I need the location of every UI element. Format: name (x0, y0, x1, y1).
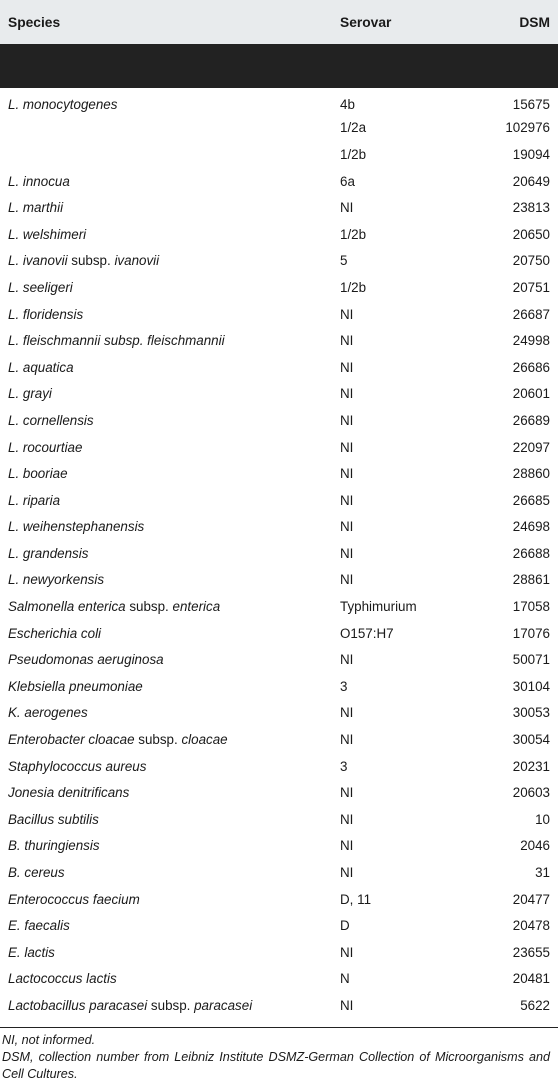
cell-species (0, 700, 340, 727)
table-row (0, 939, 558, 966)
species-name-part: cloacae (181, 732, 228, 748)
cell-species (0, 274, 340, 301)
cell-serovar: NI (340, 519, 354, 535)
table-row (0, 460, 558, 487)
cell-dsm: 20477 (512, 891, 550, 907)
cell-dsm: 20231 (512, 758, 550, 774)
cell-serovar: 5 (340, 253, 348, 269)
cell-serovar: NI (340, 466, 354, 482)
table-row (0, 966, 558, 993)
species-name-part: subsp. (147, 997, 195, 1013)
cell-serovar: NI (340, 333, 354, 349)
table-row (0, 886, 558, 913)
species-name-part: L. innocua (8, 173, 70, 189)
species-name-part: L. grandensis (8, 545, 89, 561)
cell-serovar: 4b (340, 96, 355, 112)
cell-serovar: NI (340, 492, 354, 508)
table-body (0, 88, 558, 1019)
cell-dsm: 30053 (512, 705, 550, 721)
cell-dsm: 15675 (512, 96, 550, 112)
cell-serovar: 3 (340, 678, 348, 694)
table-row (0, 407, 558, 434)
cell-dsm: 28861 (512, 572, 550, 588)
cell-species (0, 939, 340, 966)
header-dsm: DSM (519, 14, 550, 30)
cell-dsm: 26686 (512, 359, 550, 375)
table-row (0, 221, 558, 248)
table-row (0, 354, 558, 381)
cell-species (0, 141, 340, 168)
species-name-part: subsp. (67, 253, 115, 269)
cell-species (0, 327, 340, 354)
species-name-part: Lactobacillus paracasei (8, 997, 148, 1013)
species-name-part: K. aerogenes (8, 705, 88, 721)
cell-serovar: N (340, 971, 350, 987)
cell-species (0, 567, 340, 594)
cell-serovar: O157:H7 (340, 625, 394, 641)
cell-species (0, 487, 340, 514)
species-name-part: L. welshimeri (8, 226, 87, 242)
cell-dsm: 26689 (512, 412, 550, 428)
cell-species (0, 833, 340, 860)
cell-serovar: NI (340, 412, 354, 428)
table-row (0, 540, 558, 567)
cell-dsm: 20603 (512, 785, 550, 801)
table-row (0, 620, 558, 647)
cell-species (0, 779, 340, 806)
cell-serovar: 1/2b (340, 146, 367, 162)
cell-species (0, 859, 340, 886)
cell-serovar: NI (340, 944, 354, 960)
cell-serovar: D, 11 (340, 891, 372, 907)
cell-species (0, 593, 340, 620)
table-row (0, 168, 558, 195)
table-row (0, 673, 558, 700)
species-name-part: L. grayi (8, 386, 52, 402)
cell-serovar: NI (340, 386, 354, 402)
cell-species (0, 646, 340, 673)
species-name-part: L. riparia (8, 492, 61, 508)
cell-dsm: 30104 (512, 678, 550, 694)
cell-species (0, 115, 340, 142)
footnote-ni: NI, not informed. (2, 1032, 96, 1047)
species-name-part: L. monocytogenes (8, 96, 118, 112)
cell-dsm: 2046 (520, 838, 550, 854)
cell-dsm: 20481 (512, 971, 550, 987)
cell-serovar: NI (340, 200, 354, 216)
species-name-part: subsp. (125, 599, 173, 615)
species-name-part: enterica (172, 599, 221, 615)
table-row (0, 806, 558, 833)
species-name-part: Pseudomonas aeruginosa (8, 652, 164, 668)
cell-dsm: 26685 (512, 492, 550, 508)
cell-serovar: 1/2a (340, 120, 367, 136)
cell-species (0, 886, 340, 913)
cell-dsm: 31 (535, 865, 550, 881)
cell-serovar: NI (340, 811, 354, 827)
species-name-part: B. cereus (8, 865, 65, 881)
species-name-part: L. cornellensis (8, 412, 94, 428)
species-name-part: subsp. (134, 732, 182, 748)
species-name-part: Escherichia coli (8, 625, 102, 641)
cell-species (0, 221, 340, 248)
cell-species (0, 806, 340, 833)
species-name-part: L. marthii (8, 200, 64, 216)
cell-dsm: 30054 (512, 732, 550, 748)
table-row (0, 487, 558, 514)
header-species: Species (8, 14, 61, 30)
cell-serovar: 6a (340, 173, 355, 189)
table-row (0, 567, 558, 594)
species-name-part: E. faecalis (8, 918, 70, 934)
cell-serovar: NI (340, 306, 354, 322)
cell-species (0, 514, 340, 541)
cell-serovar: 1/2b (340, 279, 367, 295)
table-row (0, 593, 558, 620)
cell-serovar: 1/2b (340, 226, 367, 242)
cell-serovar: D (340, 918, 350, 934)
cell-species (0, 540, 340, 567)
footnote-dsm: DSM, collection number from Leibniz Institute DSMZ-German Collection of Microorganisms and Cell Cultures. (2, 1049, 550, 1081)
cell-serovar: NI (340, 572, 354, 588)
cell-serovar: NI (340, 705, 354, 721)
cell-serovar: NI (340, 359, 354, 375)
species-name-part: L. fleischmannii subsp. fleischmannii (8, 333, 225, 349)
table-header (0, 0, 558, 88)
species-name-part: Lactococcus lactis (8, 971, 117, 987)
cell-species (0, 248, 340, 275)
species-name-part: E. lactis (8, 944, 55, 960)
cell-serovar: NI (340, 785, 354, 801)
cell-species (0, 966, 340, 993)
cell-dsm: 17058 (512, 599, 550, 615)
table-row (0, 753, 558, 780)
table-row (0, 274, 558, 301)
table-row (0, 381, 558, 408)
cell-dsm: 24698 (512, 519, 550, 535)
cell-dsm: 20649 (512, 173, 550, 189)
cell-species (0, 753, 340, 780)
species-name-part: L. ivanovii (8, 253, 68, 269)
species-name-part: paracasei (194, 997, 253, 1013)
species-name-part: B. thuringiensis (8, 838, 100, 854)
cell-serovar: 3 (340, 758, 348, 774)
cell-species (0, 194, 340, 221)
cell-species (0, 726, 340, 753)
cell-serovar: NI (340, 439, 354, 455)
table-row (0, 859, 558, 886)
species-name-part: L. weihenstephanensis (8, 519, 145, 535)
cell-species (0, 912, 340, 939)
table-row (0, 88, 558, 115)
table-footnotes (0, 1028, 558, 1083)
cell-dsm: 26688 (512, 545, 550, 561)
cell-species (0, 620, 340, 647)
cell-dsm: 20650 (512, 226, 550, 242)
cell-serovar: Typhimurium (340, 599, 417, 615)
table-row (0, 833, 558, 860)
cell-serovar: NI (340, 732, 354, 748)
table-row (0, 434, 558, 461)
species-name-part: Salmonella enterica (8, 599, 126, 615)
table-row (0, 912, 558, 939)
table-row (0, 141, 558, 168)
cell-species (0, 460, 340, 487)
cell-dsm: 23813 (512, 200, 550, 216)
cell-species (0, 301, 340, 328)
cell-serovar: NI (340, 652, 354, 668)
header-serovar: Serovar (340, 14, 392, 30)
table-row (0, 327, 558, 354)
cell-dsm: 28860 (512, 466, 550, 482)
cell-species (0, 88, 340, 115)
cell-species (0, 673, 340, 700)
species-name-part: L. aquatica (8, 359, 74, 375)
table-row (0, 514, 558, 541)
cell-species (0, 354, 340, 381)
table-row (0, 700, 558, 727)
species-name-part: Enterobacter cloacae (8, 732, 135, 748)
species-name-part: ivanovii (114, 253, 160, 269)
species-name-part: L. newyorkensis (8, 572, 105, 588)
table-row (0, 726, 558, 753)
species-name-part: Klebsiella pneumoniae (8, 678, 143, 694)
cell-serovar: NI (340, 838, 354, 854)
cell-dsm: 20750 (512, 253, 550, 269)
cell-species (0, 381, 340, 408)
species-name-part: Bacillus subtilis (8, 811, 99, 827)
cell-dsm: 22097 (512, 439, 550, 455)
table-row (0, 115, 558, 142)
cell-dsm: 26687 (512, 306, 550, 322)
cell-dsm: 20601 (512, 386, 550, 402)
header-row (0, 0, 558, 44)
cell-species (0, 434, 340, 461)
species-name-part: L. booriae (8, 466, 68, 482)
table-row (0, 779, 558, 806)
cell-dsm: 50071 (512, 652, 550, 668)
species-name-part: Enterococcus faecium (8, 891, 140, 907)
cell-species (0, 407, 340, 434)
cell-dsm: 10 (535, 811, 550, 827)
cell-serovar: NI (340, 997, 354, 1013)
table-row (0, 646, 558, 673)
table-row (0, 194, 558, 221)
header-rule (0, 44, 558, 88)
cell-dsm: 24998 (512, 333, 550, 349)
cell-serovar: NI (340, 545, 354, 561)
species-name-part: L. rocourtiae (8, 439, 83, 455)
table-row (0, 248, 558, 275)
table-row (0, 992, 558, 1019)
cell-dsm: 102976 (505, 120, 550, 136)
cell-dsm: 19094 (512, 146, 550, 162)
cell-dsm: 5622 (520, 997, 550, 1013)
cell-serovar: NI (340, 865, 354, 881)
cell-dsm: 23655 (512, 944, 550, 960)
cell-species (0, 168, 340, 195)
table-row (0, 301, 558, 328)
species-name-part: Jonesia denitrificans (8, 785, 130, 801)
species-name-part: L. seeligeri (8, 279, 73, 295)
cell-species (0, 992, 340, 1019)
species-name-part: Staphylococcus aureus (8, 758, 147, 774)
cell-dsm: 20478 (512, 918, 550, 934)
species-name-part: L. floridensis (8, 306, 84, 322)
cell-dsm: 17076 (512, 625, 550, 641)
cell-dsm: 20751 (512, 279, 550, 295)
